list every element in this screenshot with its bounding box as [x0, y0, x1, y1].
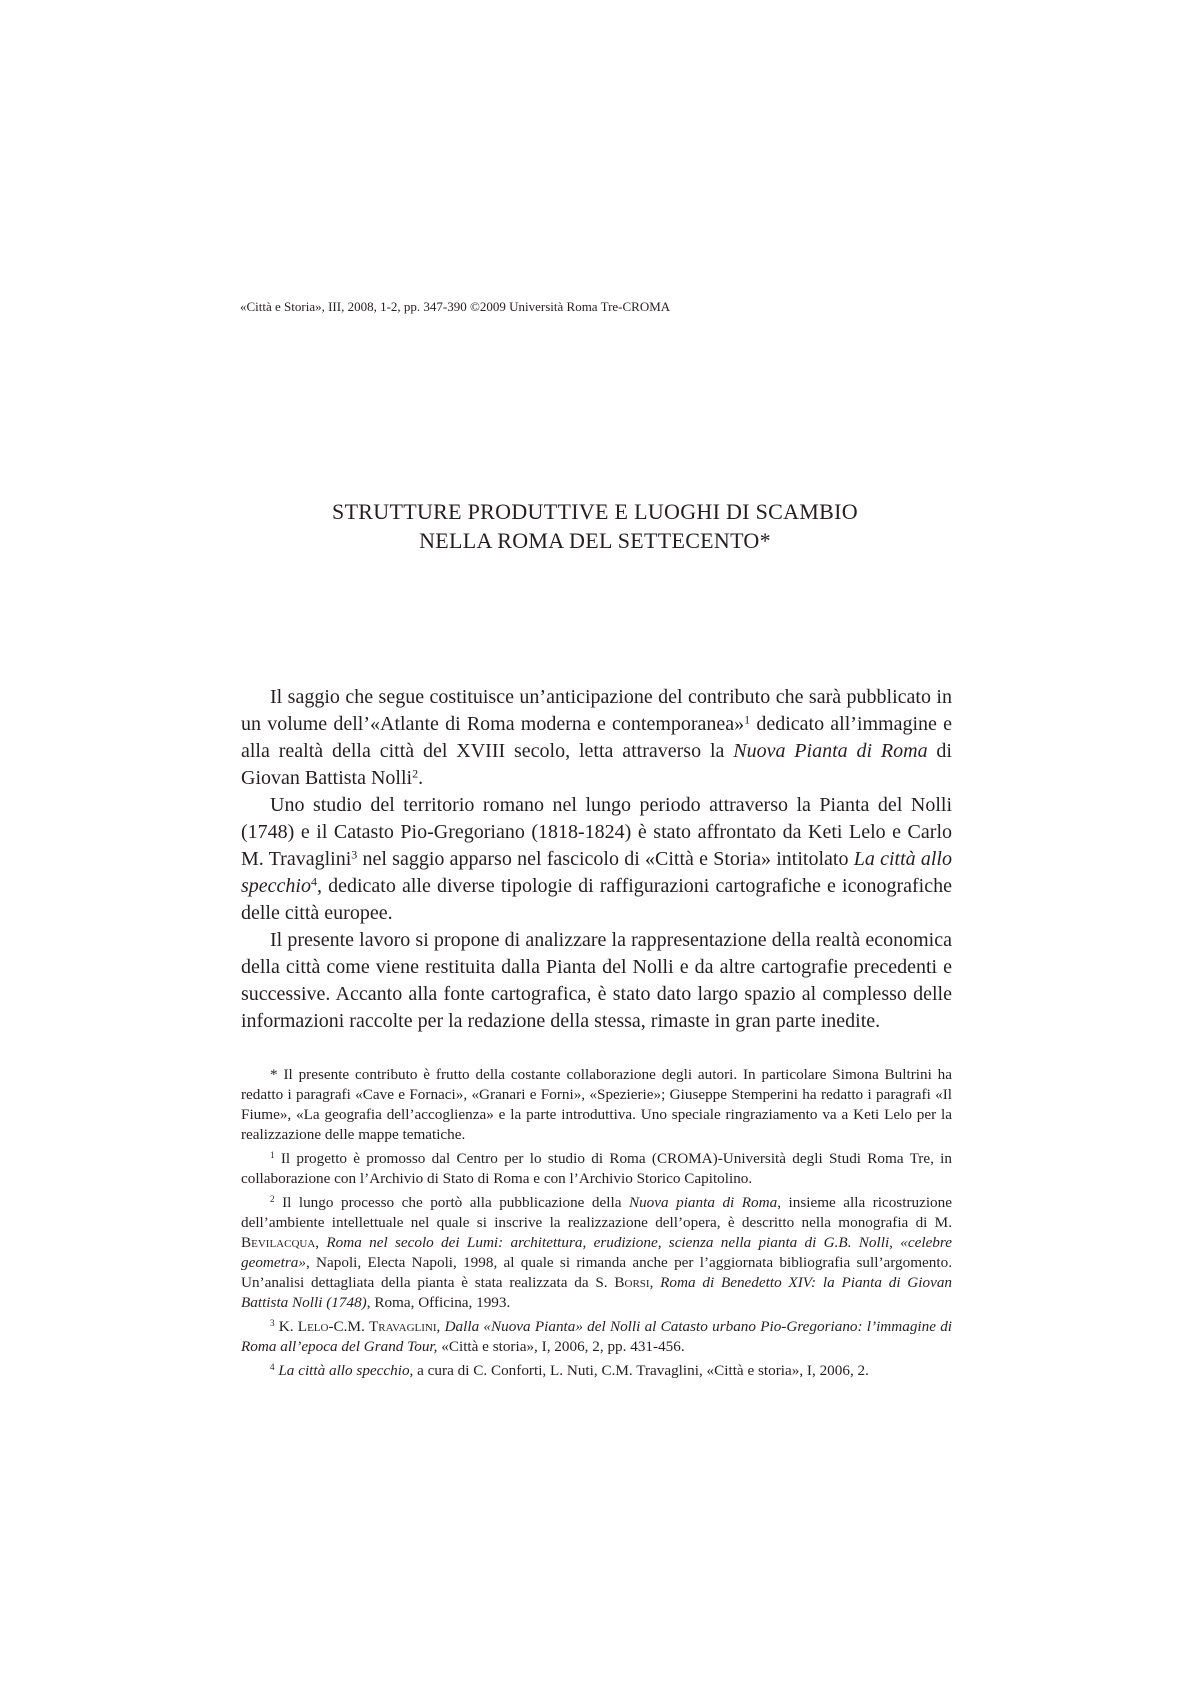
- footnote-text: «Città e storia», I, 2006, 2, pp. 431-456.: [437, 1338, 685, 1355]
- body-text: , dedicato alle diverse tipologie di raffigurazioni cartografiche e iconografiche delle città europee.: [241, 875, 952, 924]
- footnote-text: , insieme alla ricostruzione dell’ambiente intellettuale nel quale si inscrive la realizzazione dell’opera, è descritto nella monografia di M.: [241, 1194, 952, 1231]
- article-title-line-2: NELLA ROMA DEL SETTECENTO*: [419, 528, 771, 553]
- footnote-text: ,: [649, 1274, 661, 1291]
- footnote-ref-4: 4: [310, 874, 317, 889]
- body-text: nel saggio apparso nel fascicolo di «Città e Storia» intitolato: [357, 848, 854, 870]
- footnote-number: 3: [270, 1317, 275, 1328]
- footnote-text: Il lungo processo che portò alla pubblicazione della: [274, 1194, 629, 1211]
- footnote-ref-3: 3: [351, 847, 358, 862]
- footnote-text: ,: [315, 1234, 327, 1251]
- journal-citation: «Città e Storia», III, 2008, 1-2, pp. 347-390 ©2009 Università Roma Tre-CROMA: [240, 299, 671, 314]
- footnote-italic: Roma nel secolo dei Lumi: architettura, erudizione, scienza nella pianta di G.B. Nolli, «celebre geometra»: [241, 1234, 952, 1271]
- body-paragraph-3: Il presente lavoro si propone di analizzare la rappresentazione della realtà economica della città come viene restituita dalla Pianta del Nolli e da altre cartografie precedenti e successive. Accanto alla fonte cartografica, è stato dato largo spazio al complesso delle informazioni raccolte per la redazione della stessa, rimaste in gran parte inedite.: [241, 929, 952, 1032]
- body-text: Il saggio che segue costituisce un’anticipazione del contributo che sarà pubblicato in un volume dell’«Atlante di Roma moderna e contemporanea»: [241, 686, 952, 735]
- author-name: Borsi: [614, 1274, 650, 1291]
- footnote-italic: Roma di Benedetto XIV: la Pianta di Giovan Battista Nolli (1748): [241, 1274, 953, 1311]
- footnote-2: [241, 1193, 952, 1313]
- body-italic-title: La città allo specchio: [241, 848, 952, 897]
- footnote-text: K.: [274, 1318, 298, 1335]
- footnote-italic: Dalla «Nuova Pianta» del Nolli al Catasto urbano Pio-Gregoriano: l’immagine di Roma all’epoca del Grand Tour,: [241, 1318, 953, 1355]
- article-body: [241, 684, 952, 1035]
- body-text: .: [418, 767, 424, 789]
- footnote-number: 4: [270, 1361, 275, 1372]
- author-name: Lelo: [297, 1318, 329, 1335]
- body-italic-title: Nuova Pianta di Roma: [733, 740, 928, 762]
- footnote-text: a cura di C. Conforti, L. Nuti, C.M. Travaglini, «Città e storia», I, 2006, 2.: [413, 1362, 869, 1379]
- footnote-1: [241, 1149, 952, 1189]
- footnote-3: [241, 1317, 952, 1357]
- body-paragraph-1: [241, 684, 952, 792]
- footnotes: [241, 1065, 952, 1385]
- footnote-text: -C.M.: [328, 1318, 369, 1335]
- author-name: Bevilacqua: [241, 1234, 316, 1251]
- footnote-text: , Roma, Officina, 1993.: [366, 1294, 511, 1311]
- body-text: di Giovan Battista Nolli: [241, 740, 952, 789]
- footnote-text: ,: [436, 1318, 445, 1335]
- footnote-number: 1: [270, 1149, 275, 1160]
- body-text: dedicato all’immagine e alla realtà della città del XVIII secolo, letta attraverso la: [241, 713, 952, 762]
- author-name: Travaglini: [368, 1318, 437, 1335]
- footnote-italic: Nuova pianta di Roma: [628, 1194, 778, 1211]
- body-paragraph-2: [241, 792, 952, 927]
- footnote-text: , Napoli, Electa Napoli, 1998, al quale si rimanda anche per l’aggiornata bibliografia sull’argomento. Un’analisi dettagliata della pianta è stata realizzata da S.: [241, 1254, 952, 1291]
- footnote-4: [241, 1361, 952, 1381]
- footnote-ref-1: 1: [744, 712, 751, 727]
- footnote-star: * Il presente contributo è frutto della costante collaborazione degli autori. In particolare Simona Bultrini ha redatto i paragrafi «Cave e Fornaci», «Granari e Forni», «Spezierie»; Giuseppe Stemperini ha redatto i paragrafi «Il Fiume», «La geografia dell’accoglienza» e la parte introduttiva. Uno speciale ringraziamento va a Keti Lelo per la realizzazione delle mappe tematiche.: [241, 1066, 952, 1143]
- footnote-text: Il progetto è promosso dal Centro per lo studio di Roma (CROMA)-Università degli Studi Roma Tre, in collaborazione con l’Archivio di Stato di Roma e con l’Archivio Storico Capitolino.: [241, 1150, 952, 1187]
- body-text: Uno studio del territorio romano nel lungo periodo attraverso la Pianta del Nolli (1748) e il Catasto Pio-Gregoriano (1818-1824) è stato affrontato da Keti Lelo e Carlo M. Travaglini: [241, 794, 952, 870]
- footnote-italic: La città allo specchio,: [278, 1362, 414, 1379]
- footnote-number: 2: [270, 1193, 275, 1204]
- footnote-ref-2: 2: [412, 766, 419, 781]
- article-title-line-1: STRUTTURE PRODUTTIVE E LUOGHI DI SCAMBIO: [332, 499, 858, 524]
